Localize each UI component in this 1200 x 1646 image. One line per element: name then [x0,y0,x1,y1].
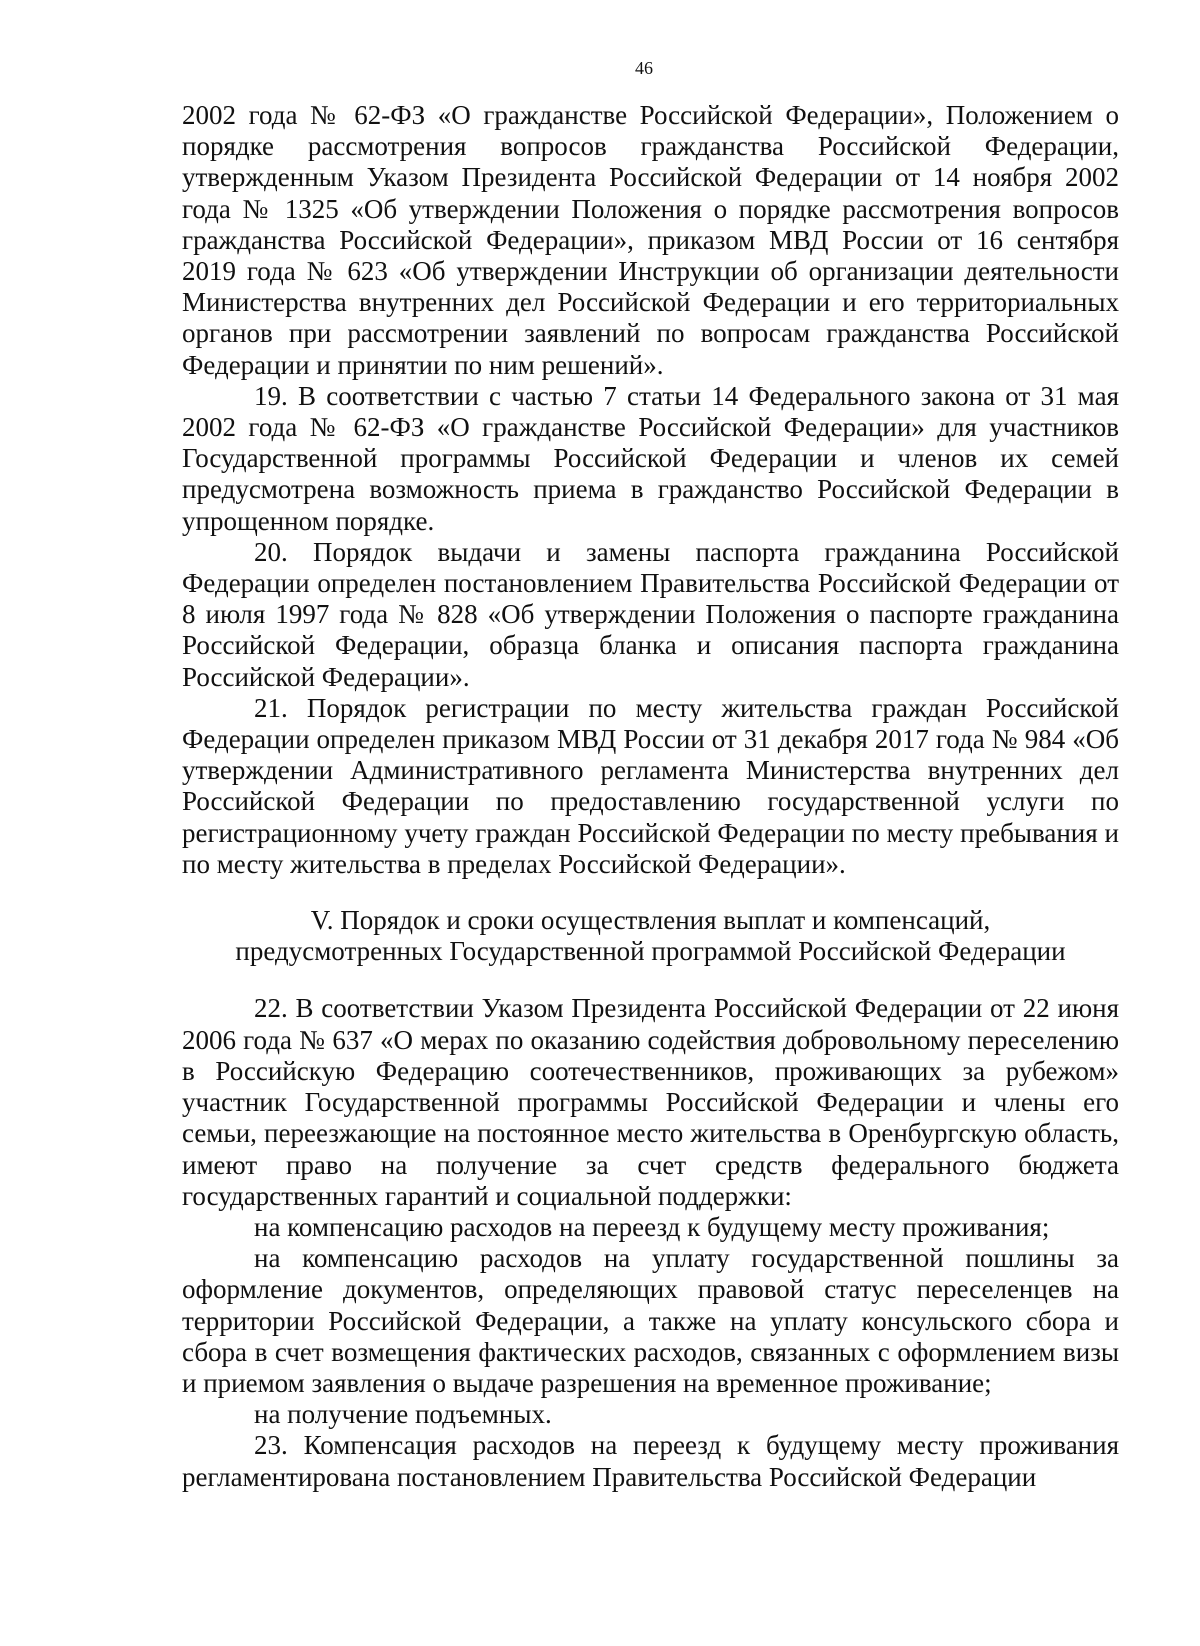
section-heading-line-1: V. Порядок и сроки осуществления выплат и компенсаций, [310,905,991,936]
paragraph-20: 20. Порядок выдачи и замены паспорта гражданина Российской Федерации определен постановлением Правительства Российской Федерации от 8 июля 1997 года № 828 «Об утверждении Положения о паспорте гражданина Российской Федерации, образца бланка и описания паспорта гражданина Российской Федерации». [182,536,1119,692]
paragraph-21: 21. Порядок регистрации по месту жительства граждан Российской Федерации определен приказом МВД России от 31 декабря 2017 года № 984 «Об утверждении Административного регламента Министерства внутренних дел Российской Федерации по предоставлению государственной услуги по регистрационному учету граждан Российской Федерации по месту пребывания и по месту жительства в пределах Российской Федерации». [182,692,1119,879]
paragraph-23: 23. Компенсация расходов на переезд к будущему месту проживания регламентирована постановлением Правительства Российской Федерации [182,1430,1119,1492]
paragraph-22: 22. В соответствии Указом Президента Российской Федерации от 22 июня 2006 года № 637 «О мерах по оказанию содействия добровольному переселению в Российскую Федерацию соотечественников, проживающих за рубежом» участник Государственной программы Российской Федерации и члены его семьи, переезжающие на постоянное место жительства в Оренбургскую область, имеют право на получение за счет средств федерального бюджета государственных гарантий и социальной поддержки: [182,993,1119,1211]
list-item-state-fee-compensation: на компенсацию расходов на уплату государственной пошлины за оформление документов, определяющих правовой статус переселенцев на территории Российской Федерации, а также на уплату консульского сбора и сбора в счет возмещения фактических расходов, связанных с оформлением визы и приемом заявления о выдаче разрешения на временное проживание; [182,1243,1119,1398]
paragraph-continuation: 2002 года № 62-ФЗ «О гражданстве Российской Федерации», Положением о порядке рассмотрения вопросов гражданства Российской Федерации, утвержденным Указом Президента Российской Федерации от 14 ноября 2002 года № 1325 «Об утверждении Положения о порядке рассмотрения вопросов гражданства Российской Федерации», приказом МВД России от 16 сентября 2019 года № 623 «Об утверждении Инструкции об организации деятельности Министерства внутренних дел Российской Федерации и его территориальных органов при рассмотрении заявлений по вопросам гражданства Российской Федерации и принятии по ним решений». [182,100,1119,380]
paragraph-19: 19. В соответствии с частью 7 статьи 14 Федерального закона от 31 мая 2002 года № 62-ФЗ «О гражданстве Российской Федерации» для участников Государственной программы Российской Федерации и членов их семей предусмотрена возможность приема в гражданство Российской Федерации в упрощенном порядке. [182,380,1119,536]
section-heading [182,905,1119,967]
list-item-relocation-compensation: на компенсацию расходов на переезд к будущему месту проживания; [254,1211,1050,1242]
section-heading-line-2: предусмотренных Государственной программой Российской Федерации [235,936,1066,967]
document-body [182,100,1119,1493]
page-number: 46 [635,58,653,78]
list-item-lifting-allowance: на получение подъемных. [254,1399,552,1430]
